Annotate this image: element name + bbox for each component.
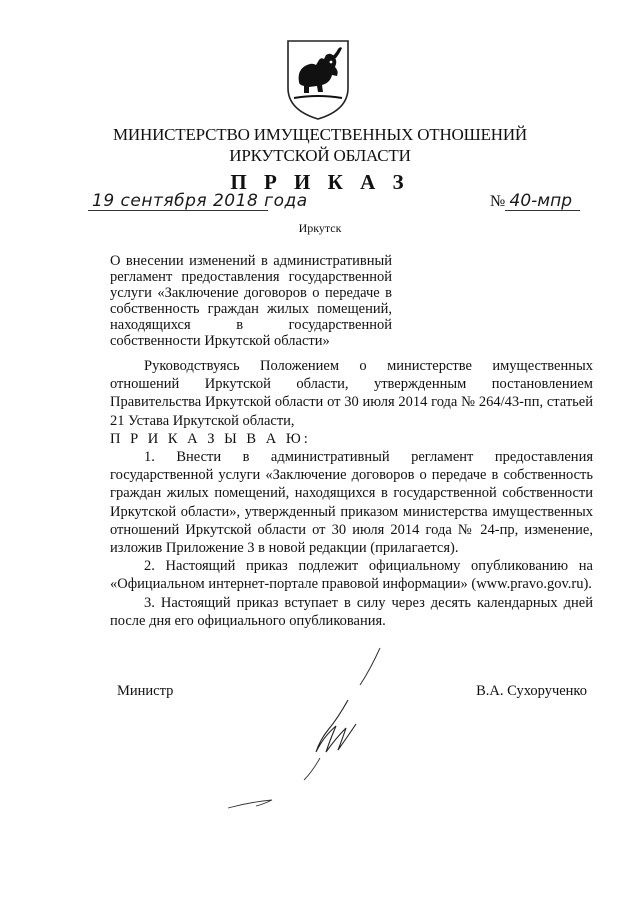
- document-city: Иркутск: [298, 221, 342, 235]
- document-date: 19 сентября 2018 года: [92, 191, 308, 211]
- number-underline: [505, 210, 580, 211]
- date-underline: [88, 210, 268, 211]
- document-number-value: 40-мпр: [509, 191, 573, 211]
- irkutsk-coat-of-arms-icon: [285, 38, 351, 122]
- order-item-3: 3. Настоящий приказ вступает в силу через десять календарных дней после дня его официального опубликования.: [110, 594, 593, 629]
- order-item-1: 1. Внести в административный регламент предоставления государственной услуги «Заключение договоров о передаче в собственность граждан жилых помещений, находящихся в государственной собственности Иркутской области», утвержденный приказом министерства имущественных отношений Иркутской области от 30 июля 2014 года № 24-пр, изменение, изложив Приложение 3 в новой редакции (прилагается).: [110, 449, 593, 557]
- document-type-title: П Р И К А З: [230, 170, 410, 194]
- ministry-name: [60, 124, 580, 166]
- ministry-name-line1: МИНИСТЕРСТВО ИМУЩЕСТВЕННЫХ ОТНОШЕНИЙ: [113, 125, 527, 144]
- signer-name: В.А. Сухорученко: [476, 683, 587, 699]
- document-number: [490, 191, 572, 211]
- signer-title: Министр: [117, 683, 174, 699]
- document-subject: О внесении изменений в административный регламент предоставления государственной услуги «Заключение договоров о передаче в собственность граждан жилых помещений, находящихся в государственной собственности Иркутской области»: [110, 253, 392, 349]
- document-body: [110, 357, 593, 630]
- ministry-name-line2: ИРКУТСКОЙ ОБЛАСТИ: [229, 146, 411, 165]
- order-item-2: 2. Настоящий приказ подлежит официальному опубликованию на «Официальном интернет-портале правовой информации» (www.pravo.gov.ru).: [110, 558, 593, 593]
- decree-heading: П Р И К А З Ы В А Ю:: [110, 430, 311, 447]
- handwritten-signature: [220, 640, 400, 820]
- preamble-paragraph: Руководствуясь Положением о министерстве имущественных отношений Иркутской области, утвержденным постановлением Правительства Иркутской области от 30 июля 2014 года № 264/43-пп, статьей 21 Устава Иркутской области,: [110, 358, 593, 429]
- number-sign: №: [490, 193, 506, 210]
